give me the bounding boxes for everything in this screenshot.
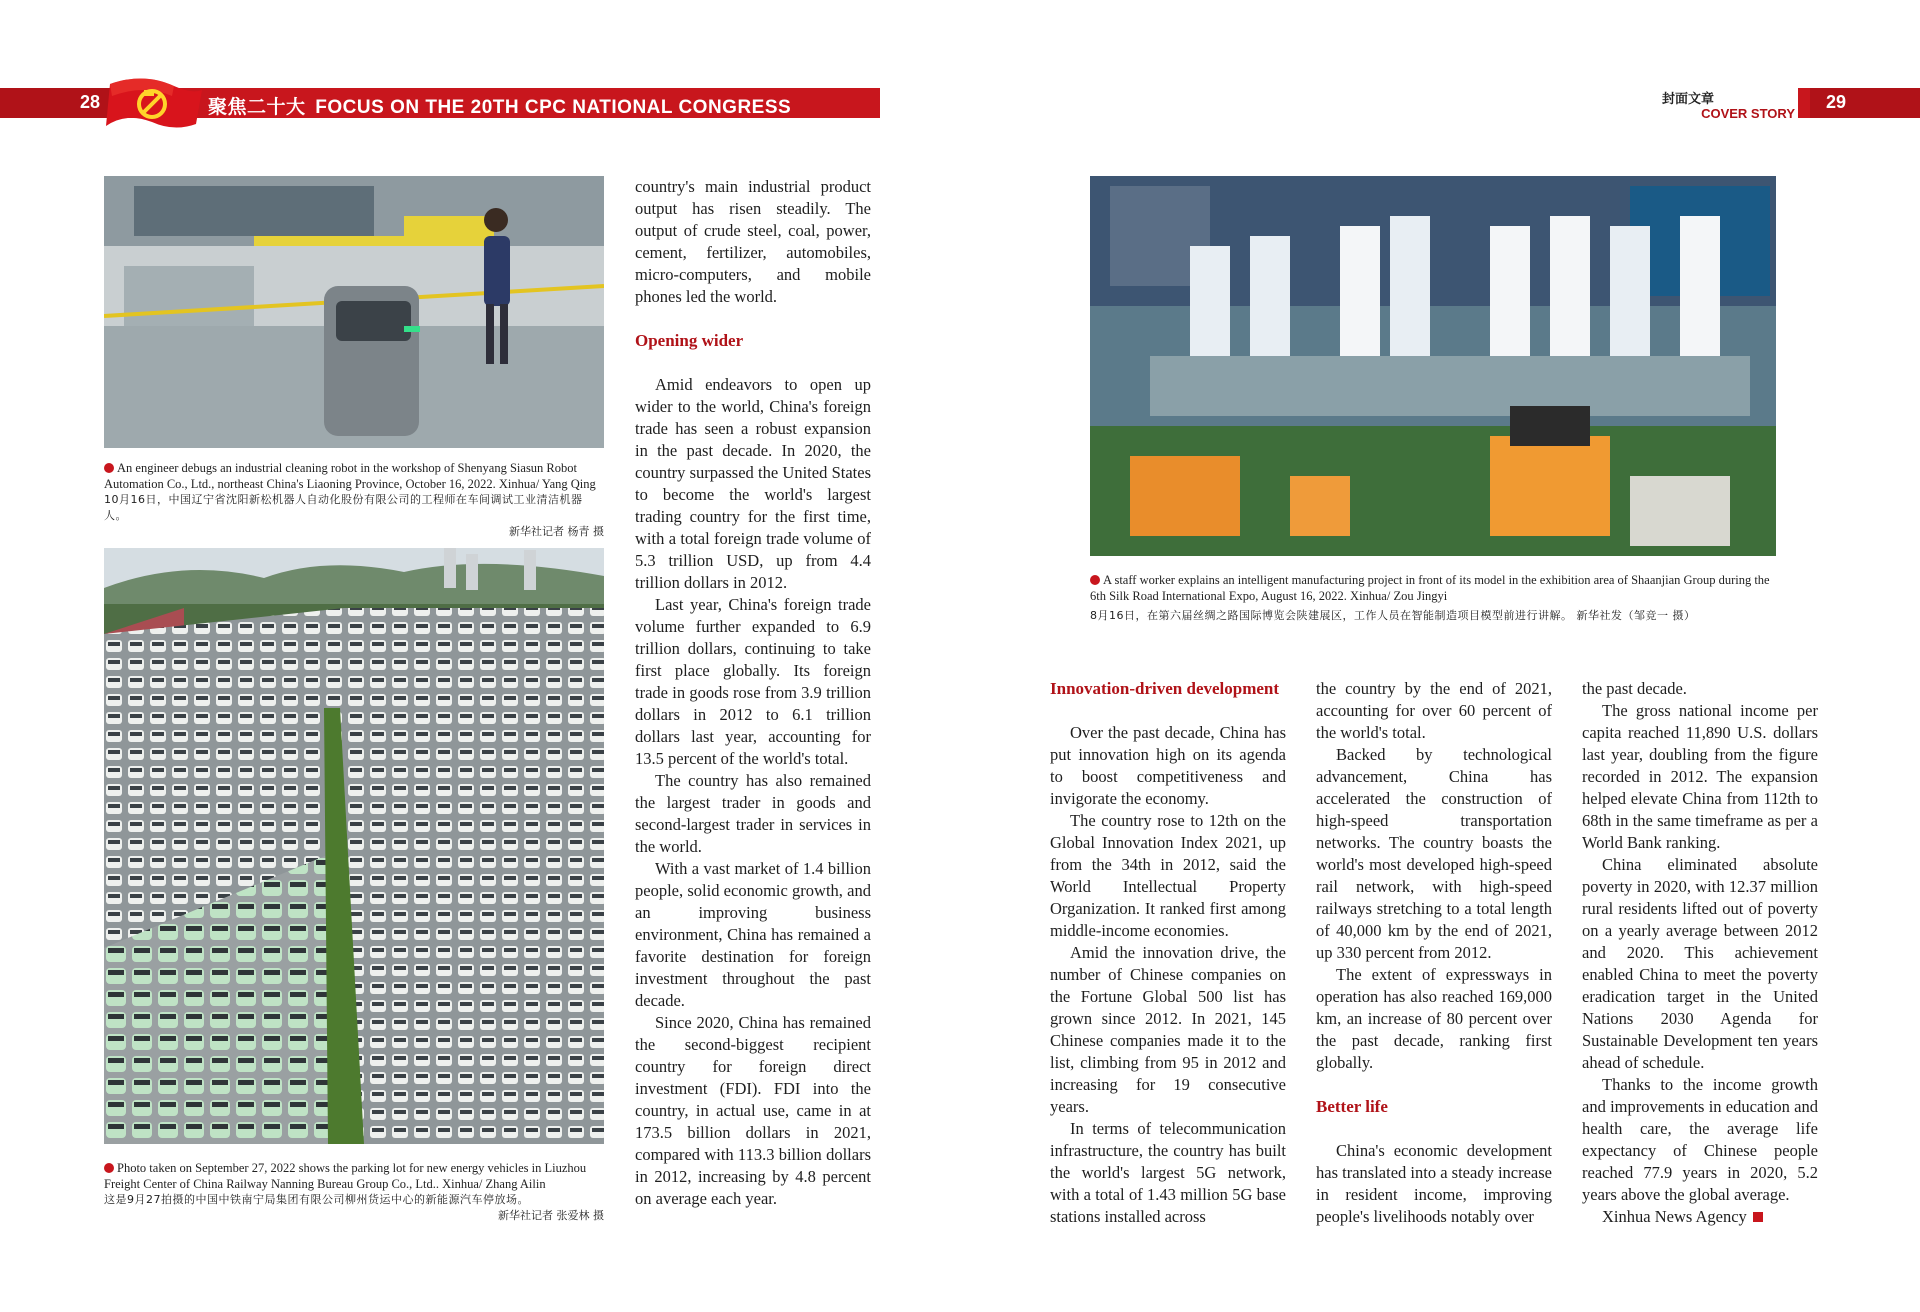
paragraph: China eliminated absolute poverty in 2020, with 12.37 million rural residents lifted out of poverty on a yearly average between 2012 and 2020. This achievement enabled China to meet the poverty eradication target in the United Nations 2030 Agenda for Sustainable Development ten years ahead of schedule.	[1582, 855, 1818, 1072]
paragraph: Since 2020, China has remained the second-biggest recipient country for foreign direct investment (FDI). FDI into the country, in actual use, came in at 173.5 billion dollars in 2021, compared with 113.3 billion dollars in 2012, increasing by 4.8 percent on average each year.	[635, 1013, 871, 1208]
parking-caption	[104, 1160, 604, 1224]
paragraph: Over the past decade, China has put innovation high on its agenda to boost competitiveness and invigorate the economy.	[1050, 723, 1286, 808]
parking-credit-cn: 新华社记者 张爱林 摄	[498, 1209, 604, 1222]
paragraph: country's main industrial product output has risen steadily. The output of crude steel, coal, power, cement, fertilizer, automobiles, micro-computers, and mobile phones led the world.	[635, 177, 871, 306]
page-number-left: 28	[80, 92, 101, 112]
header-title-en: FOCUS ON THE 20TH CPC NATIONAL CONGRESS	[315, 97, 792, 118]
paragraph: Last year, China's foreign trade volume further expanded to 6.9 trillion dollars, continuing to take first place globally. Its foreign trade in goods rose from 3.9 trillion dollars in 2012 to 6.1 trillion dollars last year, accounting for 13.5 percent of the world's total.	[635, 595, 871, 768]
robot-caption-en: An engineer debugs an industrial cleaning robot in the workshop of Shenyang Siasun Robot Automation Co., Ltd., northeast China's Liaoning Province, October 16, 2022. Xinhua/ Yang Qing	[104, 461, 596, 491]
paragraph: Amid endeavors to open up wider to the world, China's foreign trade has seen a robust expansion in the past decade. In 2020, the country surpassed the United States to become the world's largest trading country for the first time, with a total foreign trade volume of 5.3 trillion USD, up from 4.4 trillion dollars in 2012.	[635, 375, 871, 592]
paragraph: China's economic development has translated into a steady increase in resident income, improving people's livelihoods notably over	[1316, 1141, 1552, 1226]
expo-caption-en: A staff worker explains an intelligent manufacturing project in front of its model in the exhibition area of Shaanjian Group during the 6th Silk Road International Expo, August 16, 2022. Xinhua/ Zou Jingyi	[1090, 573, 1770, 603]
expo-caption	[1090, 572, 1776, 624]
header-title-cn: 聚焦二十大	[208, 96, 306, 118]
paragraph: the country by the end of 2021, accounting for over 60 percent of the world's total.	[1316, 679, 1552, 742]
parking-caption-en: Photo taken on September 27, 2022 shows the parking lot for new energy vehicles in Liuzhou Freight Center of China Railway Nanning Bureau Group Co., Ltd.. Xinhua/ Zhang Ailin	[104, 1161, 587, 1191]
byline	[1582, 1206, 1818, 1228]
cover-story-cn: 封面文章	[1661, 92, 1714, 107]
robot-caption-cn: 10月16日，中国辽宁省沈阳新松机器人自动化股份有限公司的工程师在车间调试工业清洁机器人。	[104, 493, 583, 522]
caption-bullet-icon	[1090, 575, 1100, 585]
paragraph: Thanks to the income growth and improvements in education and health care, the average life expectancy of Chinese people reached 77.9 years in 2020, 5.2 years above the global average.	[1582, 1075, 1818, 1204]
paragraph: Amid the innovation drive, the number of Chinese companies on the Fortune Global 500 list has grown since 2012. In 2021, 145 Chinese companies made it to the list, climbing from 95 in 2012 and increasing for 19 consecutive years.	[1050, 943, 1286, 1116]
article-column-3	[1316, 678, 1552, 1228]
article-column-2	[1050, 678, 1286, 1228]
article-column-4	[1582, 678, 1818, 1228]
end-mark-icon	[1753, 1212, 1763, 1222]
paragraph: The country has also remained the largest trader in goods and second-largest trader in services in the world.	[635, 771, 871, 856]
section-heading-innovation: Innovation-driven development	[1050, 679, 1280, 698]
paragraph: The extent of expressways in operation has also reached 169,000 km, an increase of 80 percent over the past decade, ranking first globally.	[1316, 965, 1552, 1072]
paragraph: Backed by technological advancement, China has accelerated the construction of high-speed transportation networks. The country boasts the world's most developed high-speed rail network, with high-speed railways stretching to a total length of 40,000 km by the end of 2021, up 330 percent from 2012.	[1316, 745, 1552, 962]
article-column-1	[635, 176, 871, 1210]
parking-caption-cn: 这是9月27拍摄的中国中铁南宁局集团有限公司柳州货运中心的新能源汽车停放场。	[104, 1193, 529, 1206]
header-title	[208, 92, 791, 119]
paragraph: The country rose to 12th on the Global Innovation Index 2021, up from the 34th in 2012, said the World Intellectual Property Organization. It ranked first among middle-income economies.	[1050, 811, 1286, 940]
page-number-right: 29	[1826, 92, 1847, 112]
parking-lot-photo	[104, 548, 604, 1144]
page-number-box-left	[0, 88, 110, 118]
section-heading-better-life: Better life	[1316, 1097, 1388, 1116]
paragraph: The gross national income per capita reached 11,890 U.S. dollars last year, doubling from the figure recorded in 2012. The expansion helped elevate China from 112th to 68th in the same timeframe as per a World Bank ranking.	[1582, 701, 1818, 852]
robot-caption	[104, 460, 604, 540]
robot-credit-cn: 新华社记者 杨青 摄	[509, 525, 604, 538]
byline-text: Xinhua News Agency	[1602, 1207, 1747, 1226]
robot-photo	[104, 176, 604, 448]
section-heading-opening-wider: Opening wider	[635, 331, 744, 350]
party-flag-icon	[104, 76, 204, 138]
expo-caption-cn: 8月16日，在第六届丝绸之路国际博览会陕建展区，工作人员在智能制造项目模型前进行讲解。 新华社发（邹竞一 摄）	[1090, 609, 1696, 622]
paragraph: In terms of telecommunication infrastructure, the country has built the world's largest 5G network, with a total of 1.43 million 5G base stations installed across	[1050, 1119, 1286, 1226]
caption-bullet-icon	[104, 1163, 114, 1173]
paragraph: With a vast market of 1.4 billion people, solid economic growth, and an improving business environment, China has remained a favorite destination for foreign investment throughout the past decade.	[635, 859, 871, 1010]
caption-bullet-icon	[104, 463, 114, 473]
expo-photo	[1090, 176, 1776, 556]
cover-story-en: COVER STORY	[1701, 106, 1795, 121]
paragraph: the past decade.	[1582, 679, 1687, 698]
page-number-box-right	[1810, 88, 1920, 118]
